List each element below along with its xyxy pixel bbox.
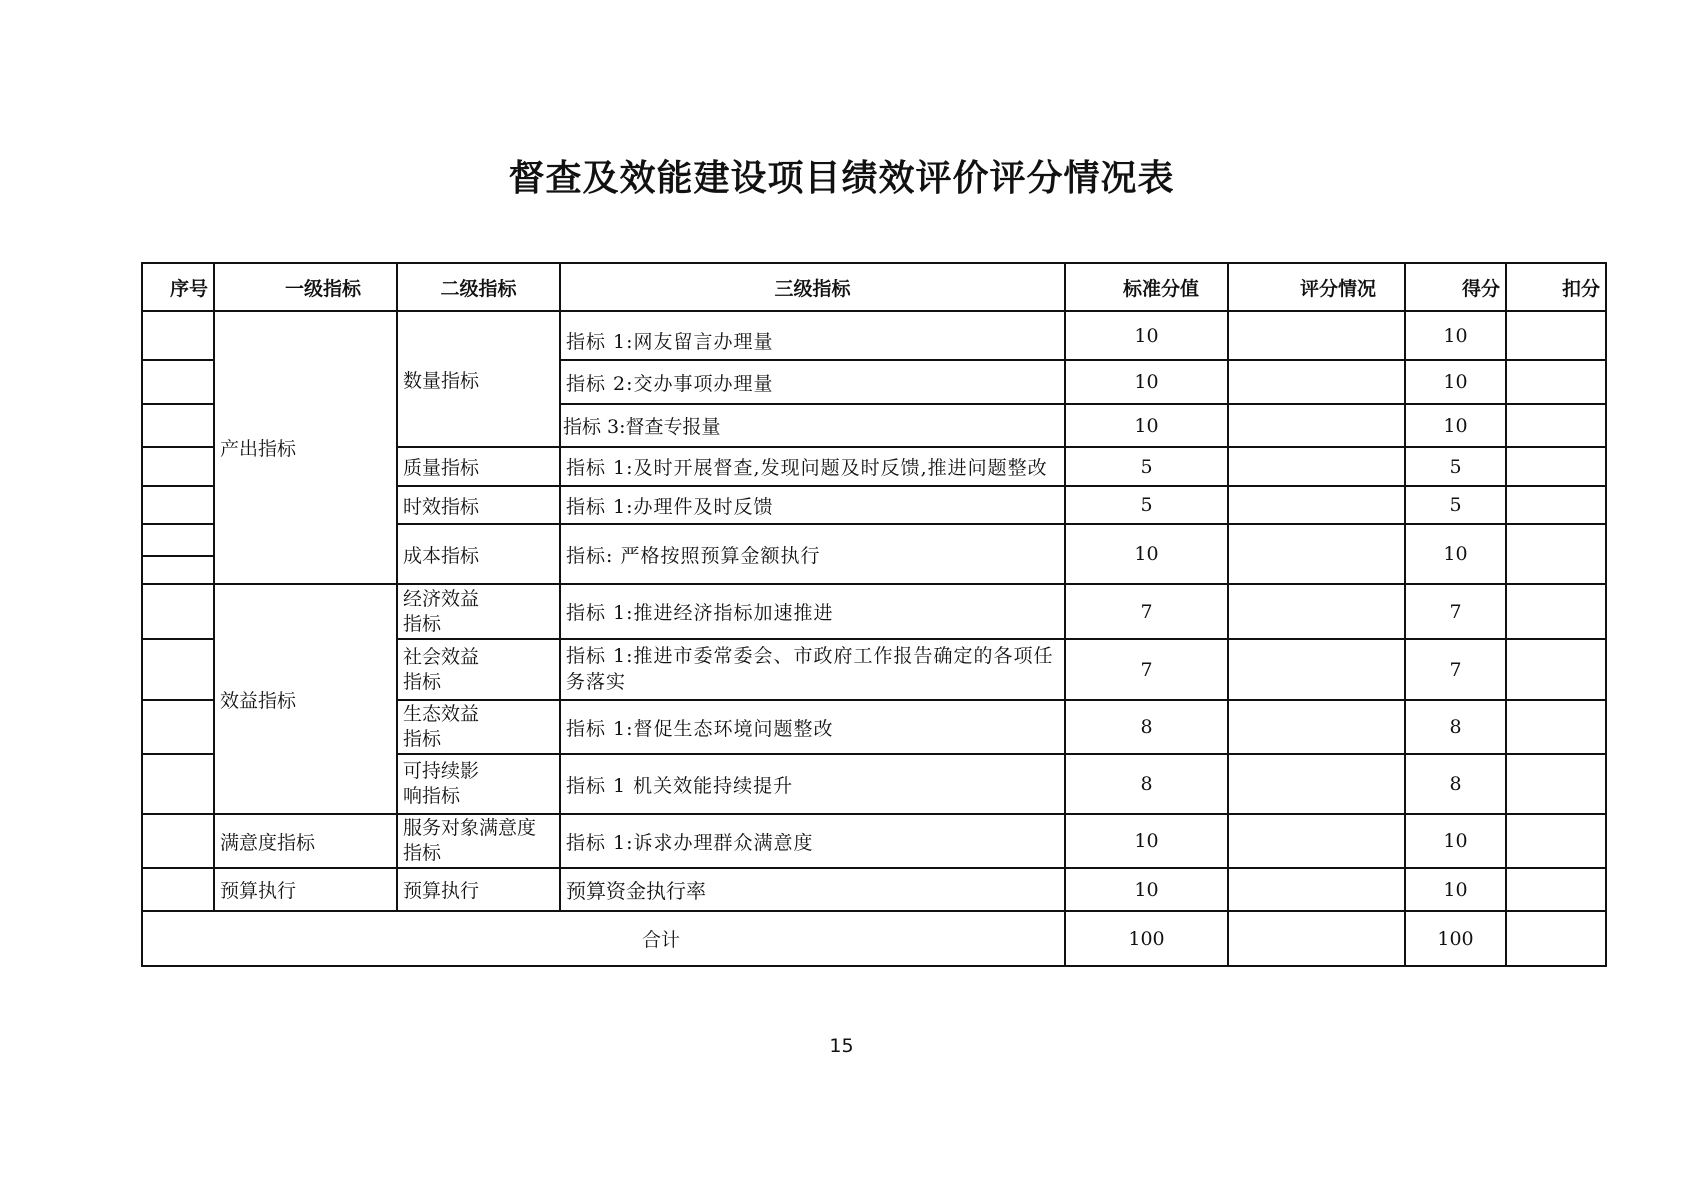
eval-cell xyxy=(1228,404,1405,447)
standard-cell: 10 xyxy=(1065,524,1228,584)
seq-cell xyxy=(142,311,214,360)
standard-cell: 10 xyxy=(1065,404,1228,447)
seq-cell xyxy=(142,584,214,639)
table-row xyxy=(142,814,1606,868)
page-title: 督查及效能建设项目绩效评价评分情况表 xyxy=(508,157,1175,199)
seq-cell xyxy=(142,814,214,868)
seq-cell xyxy=(142,360,214,404)
table-row xyxy=(142,311,1606,360)
total-row xyxy=(142,911,1606,966)
level2-sustainable: 可持续影 响指标 xyxy=(397,754,560,814)
total-standard: 100 xyxy=(1065,911,1228,966)
level3-cell: 指标 2:交办事项办理量 xyxy=(560,360,1065,404)
eval-cell xyxy=(1228,868,1405,911)
standard-cell: 5 xyxy=(1065,447,1228,486)
seq-cell xyxy=(142,700,214,754)
total-deduct xyxy=(1506,911,1606,966)
level1-budget: 预算执行 xyxy=(214,868,397,911)
level2-quality: 质量指标 xyxy=(397,447,560,486)
header-level3: 三级指标 xyxy=(560,263,1065,311)
deduct-cell xyxy=(1506,814,1606,868)
header-score: 得分 xyxy=(1405,263,1506,311)
standard-cell: 10 xyxy=(1065,814,1228,868)
level3-cell: 指标: 严格按照预算金额执行 xyxy=(560,524,1065,584)
eval-cell xyxy=(1228,814,1405,868)
deduct-cell xyxy=(1506,868,1606,911)
standard-cell: 7 xyxy=(1065,584,1228,639)
eval-cell xyxy=(1228,447,1405,486)
eval-cell xyxy=(1228,754,1405,814)
deduct-cell xyxy=(1506,754,1606,814)
header-row xyxy=(142,263,1606,311)
table-row xyxy=(142,584,1606,639)
score-cell: 10 xyxy=(1405,311,1506,360)
level3-cell: 指标 1:办理件及时反馈 xyxy=(560,486,1065,524)
eval-cell xyxy=(1228,700,1405,754)
seq-cell xyxy=(142,524,214,556)
eval-cell xyxy=(1228,584,1405,639)
standard-cell: 10 xyxy=(1065,311,1228,360)
level3-cell: 指标 1:及时开展督查,发现问题及时反馈,推进问题整改 xyxy=(560,447,1065,486)
level3-cell: 指标 1:网友留言办理量 xyxy=(560,311,1065,360)
level3-cell: 指标 1:督促生态环境问题整改 xyxy=(560,700,1065,754)
eval-cell xyxy=(1228,486,1405,524)
score-cell: 5 xyxy=(1405,447,1506,486)
score-cell: 10 xyxy=(1405,360,1506,404)
level2-quantity: 数量指标 xyxy=(397,311,560,447)
score-table xyxy=(141,262,1607,967)
level3-cell: 预算资金执行率 xyxy=(560,868,1065,911)
standard-cell: 7 xyxy=(1065,639,1228,700)
eval-cell xyxy=(1228,360,1405,404)
header-deduct: 扣分 xyxy=(1506,263,1606,311)
seq-cell xyxy=(142,754,214,814)
level2-timeliness: 时效指标 xyxy=(397,486,560,524)
table-row xyxy=(142,868,1606,911)
level2-service: 服务对象满意度 指标 xyxy=(397,814,560,868)
deduct-cell xyxy=(1506,447,1606,486)
standard-cell: 8 xyxy=(1065,754,1228,814)
deduct-cell xyxy=(1506,584,1606,639)
standard-cell: 5 xyxy=(1065,486,1228,524)
level2-budget: 预算执行 xyxy=(397,868,560,911)
standard-cell: 8 xyxy=(1065,700,1228,754)
level3-cell: 指标 1:诉求办理群众满意度 xyxy=(560,814,1065,868)
score-cell: 10 xyxy=(1405,814,1506,868)
seq-cell xyxy=(142,486,214,524)
score-cell: 8 xyxy=(1405,754,1506,814)
level1-benefit: 效益指标 xyxy=(214,584,397,814)
seq-cell xyxy=(142,404,214,447)
seq-cell xyxy=(142,556,214,584)
level3-cell: 指标 1 机关效能持续提升 xyxy=(560,754,1065,814)
score-cell: 7 xyxy=(1405,584,1506,639)
eval-cell xyxy=(1228,524,1405,584)
level2-ecological: 生态效益 指标 xyxy=(397,700,560,754)
score-cell: 10 xyxy=(1405,404,1506,447)
score-cell: 5 xyxy=(1405,486,1506,524)
seq-cell xyxy=(142,447,214,486)
eval-cell xyxy=(1228,639,1405,700)
total-label: 合计 xyxy=(142,911,1065,966)
deduct-cell xyxy=(1506,700,1606,754)
standard-cell: 10 xyxy=(1065,868,1228,911)
header-level1: 一级指标 xyxy=(214,263,397,311)
level1-output: 产出指标 xyxy=(214,311,397,584)
level3-cell: 指标 1:推进经济指标加速推进 xyxy=(560,584,1065,639)
level3-cell: 指标 3:督查专报量 xyxy=(560,404,1065,447)
deduct-cell xyxy=(1506,486,1606,524)
score-cell: 7 xyxy=(1405,639,1506,700)
header-standard: 标准分值 xyxy=(1065,263,1228,311)
level2-social: 社会效益 指标 xyxy=(397,639,560,700)
seq-cell xyxy=(142,868,214,911)
seq-cell xyxy=(142,639,214,700)
deduct-cell xyxy=(1506,404,1606,447)
header-eval: 评分情况 xyxy=(1228,263,1405,311)
deduct-cell xyxy=(1506,524,1606,584)
total-eval xyxy=(1228,911,1405,966)
level3-cell: 指标 1:推进市委常委会、市政府工作报告确定的各项任务落实 xyxy=(560,639,1065,700)
deduct-cell xyxy=(1506,311,1606,360)
score-cell: 10 xyxy=(1405,868,1506,911)
score-cell: 10 xyxy=(1405,524,1506,584)
eval-cell xyxy=(1228,311,1405,360)
level1-satisfaction: 满意度指标 xyxy=(214,814,397,868)
header-level2: 二级指标 xyxy=(397,263,560,311)
page-number: 15 xyxy=(829,1035,854,1057)
level2-cost: 成本指标 xyxy=(397,524,560,584)
deduct-cell xyxy=(1506,639,1606,700)
deduct-cell xyxy=(1506,360,1606,404)
score-cell: 8 xyxy=(1405,700,1506,754)
total-score: 100 xyxy=(1405,911,1506,966)
level2-economic: 经济效益 指标 xyxy=(397,584,560,639)
standard-cell: 10 xyxy=(1065,360,1228,404)
header-seq: 序号 xyxy=(142,263,214,311)
